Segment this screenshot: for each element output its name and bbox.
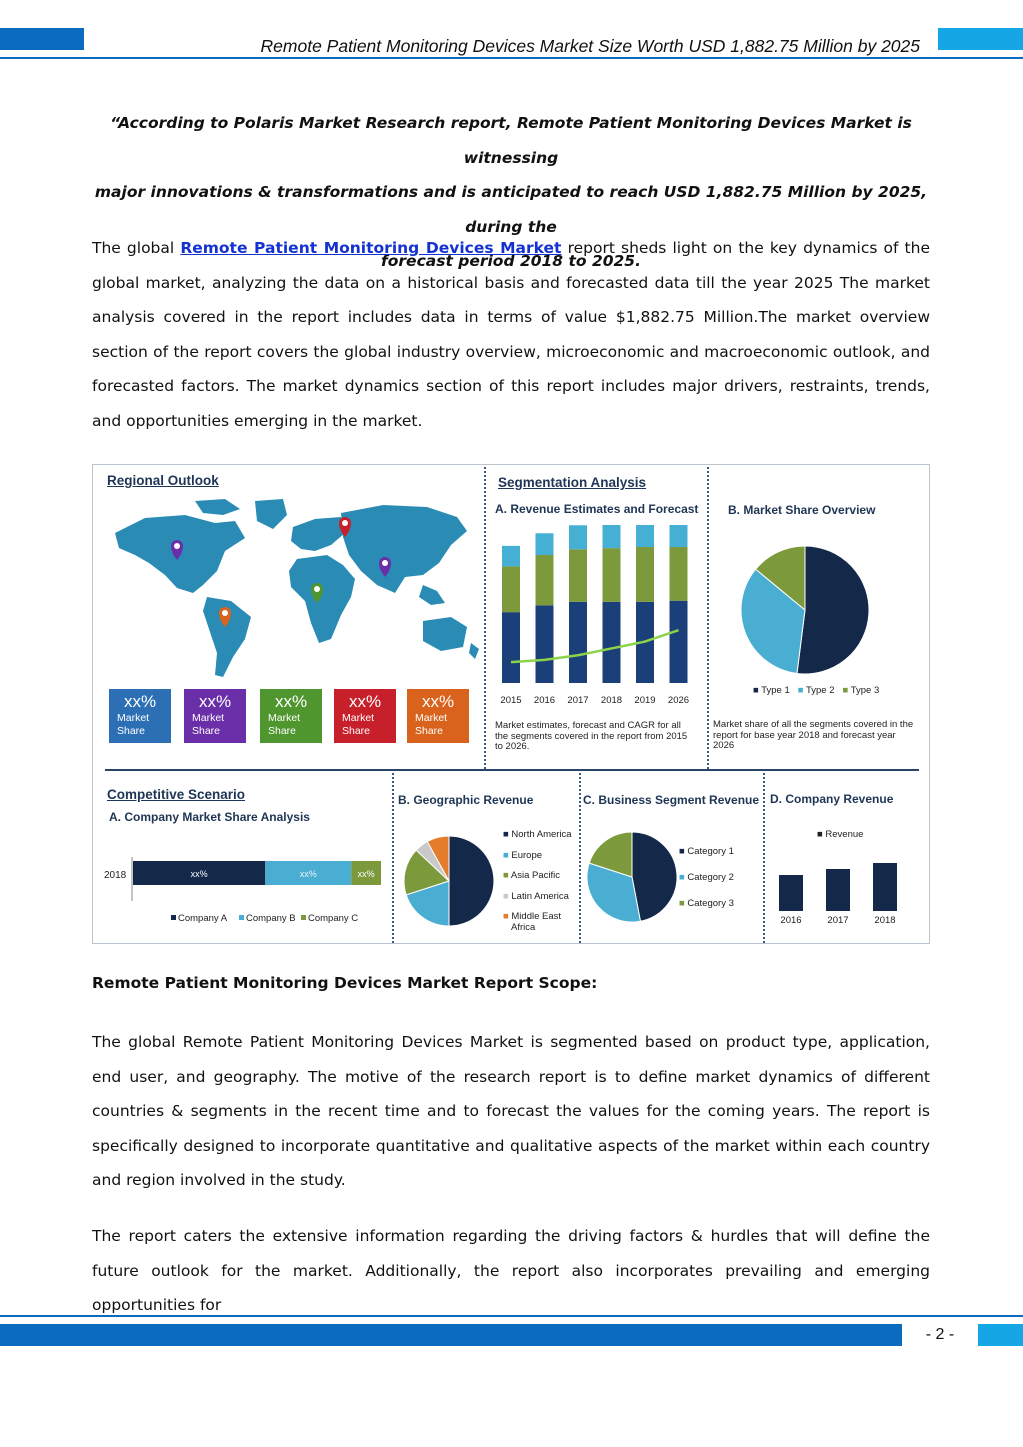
company-revenue-tick-2016: 2016 xyxy=(780,915,802,926)
geo-legend-item-3: ■ Asia Pacific xyxy=(503,870,560,881)
revenue-tick-2017: 2017 xyxy=(567,695,589,706)
revenue-bar-2026-s2 xyxy=(670,547,688,601)
geo-legend-item-6: Africa xyxy=(511,921,536,933)
revenue-forecast-chart xyxy=(499,525,699,709)
header-rule xyxy=(0,57,1023,59)
header-accent-right xyxy=(938,28,1023,50)
company-share-year: 2018 xyxy=(104,870,127,881)
company-share-label-2: xx% xyxy=(299,869,317,879)
company-revenue-bar-2016 xyxy=(779,875,803,911)
segment-legend-item-2: ■ Category 2 xyxy=(679,872,734,883)
company-revenue-chart xyxy=(773,849,913,929)
company-share-label-1: xx% xyxy=(190,869,208,879)
revenue-bar-2016-s2 xyxy=(536,555,554,605)
company-revenue-tick-2017: 2017 xyxy=(827,915,849,926)
revenue-bar-2015-s3 xyxy=(502,546,520,567)
segment-slice-1 xyxy=(632,832,677,921)
share-legend-item-1: ■ Type 1 xyxy=(753,685,790,696)
regional-outlook-title: Regional Outlook xyxy=(107,473,219,488)
divider-4 xyxy=(579,773,581,943)
revenue-bar-2018-s2 xyxy=(603,548,621,602)
geo-legend-item-4: ■ Latin America xyxy=(503,890,569,902)
page-number: - 2 - xyxy=(925,1326,955,1343)
revenue-bar-2015-s1 xyxy=(502,612,520,683)
revenue-bar-2018-s3 xyxy=(603,525,621,548)
divider-3 xyxy=(392,773,394,943)
revenue-bar-2019-s2 xyxy=(636,547,654,602)
company-legend-label-3: Company C xyxy=(308,913,359,924)
company-legend-label-2: Company B xyxy=(246,913,296,924)
market-share-title: B. Market Share Overview xyxy=(728,503,876,517)
footer-rule xyxy=(0,1315,1023,1317)
company-revenue-title: D. Company Revenue xyxy=(770,792,894,806)
revenue-bar-2018-s1 xyxy=(603,602,621,683)
business-segment-pie xyxy=(586,831,678,923)
company-share-label-3: xx% xyxy=(357,869,375,879)
world-map xyxy=(105,493,483,683)
revenue-tick-2026: 2026 xyxy=(667,695,690,706)
market-infographic xyxy=(92,464,930,944)
company-legend-swatch-2 xyxy=(239,915,244,920)
revenue-tick-2019: 2019 xyxy=(634,695,656,706)
quote-line-3: forecast period 2018 to 2025. xyxy=(381,252,641,270)
revenue-bar-2026-s1 xyxy=(670,601,688,683)
segment-legend-item-1: ■ Category 1 xyxy=(679,846,734,857)
segment-legend xyxy=(679,839,734,917)
company-revenue-bar-2017 xyxy=(826,869,850,911)
competitive-title: Competitive Scenario xyxy=(107,787,246,802)
share-box-5: xx% Market Share xyxy=(407,689,469,743)
share-box-3: xx% Market Share xyxy=(260,689,322,743)
company-revenue-legend: ■ Revenue xyxy=(817,829,864,840)
share-legend-item-3: ■ Type 3 xyxy=(842,685,880,696)
company-legend-swatch-1 xyxy=(171,915,176,920)
revenue-bar-2017-s3 xyxy=(569,525,587,549)
market-share-pie xyxy=(733,541,883,679)
section-rule xyxy=(105,769,919,771)
segmentation-title: Segmentation Analysis xyxy=(498,475,647,490)
scope-paragraph-2: The report caters the extensive information regarding the driving factors & hurdles that will define the future outlook for the market. Additionally, the report also incorporates prevailing and emerging opportunities for xyxy=(92,1227,930,1315)
geo-legend-item-2: ■ Europe xyxy=(503,849,543,861)
divider-5 xyxy=(763,773,765,943)
segment-legend-item-3: ■ Category 3 xyxy=(679,898,734,909)
company-share-chart xyxy=(101,849,389,929)
quote-line-1: “According to Polaris Market Research report, Remote Patient Monitoring Devices Market is witnessing xyxy=(110,114,912,167)
divider-2 xyxy=(707,467,709,769)
revenue-bar-2026-s3 xyxy=(670,525,688,547)
company-legend-label-1: Company A xyxy=(178,913,228,924)
market-share-legend xyxy=(753,685,887,696)
geo-slice-1 xyxy=(449,836,494,926)
revenue-forecast-note: Market estimates, forecast and CAGR for all the segments covered in the report from 2015 to 2026. xyxy=(495,720,688,752)
revenue-tick-2018: 2018 xyxy=(600,695,623,706)
revenue-bar-2016-s3 xyxy=(536,533,554,555)
geo-revenue-title: B. Geographic Revenue xyxy=(398,793,534,807)
header-accent-left xyxy=(0,28,84,50)
business-segment-title: C. Business Segment Revenue xyxy=(583,793,760,807)
revenue-bar-2015-s2 xyxy=(502,566,520,612)
share-box-1: xx% Market Share xyxy=(109,689,171,743)
geo-legend-item-1: ■ North America xyxy=(503,829,572,840)
share-slice-1 xyxy=(797,546,869,674)
share-box-2: xx% Market Share xyxy=(184,689,246,743)
revenue-tick-2016: 2016 xyxy=(533,695,556,706)
divider-1 xyxy=(484,467,486,769)
quote-line-2: major innovations & transformations and is anticipated to reach USD 1,882.75 Million by 2025, during the xyxy=(94,183,928,236)
revenue-bar-2017-s1 xyxy=(569,602,587,683)
page-header-title: Remote Patient Monitoring Devices Market Size Worth USD 1,882.75 Million by 2025 xyxy=(260,36,920,56)
intro-prefix: The global xyxy=(92,239,181,257)
footer-accent-right xyxy=(978,1324,1023,1346)
share-box-4: xx% Market Share xyxy=(334,689,396,743)
company-legend-swatch-3 xyxy=(301,915,306,920)
market-share-note: Market share of all the segments covered in the report for base year 2018 and forecast year 2026 xyxy=(713,719,914,751)
intro-body: report sheds light on the key dynamics of the global market, analyzing the data on a historical basis and forecasted data till the year 2025 The market analysis covered in the report includes data in terms of value $1,882.75 Million.The market overview section of the report covers the global industry overview, microeconomic and macroeconomic outlook, and forecasted factors. The market dynamics section of this report includes major drivers, restraints, trends, and opportunities emerging in the market. xyxy=(92,239,930,430)
intro-paragraph xyxy=(92,231,930,439)
company-revenue-bar-2018 xyxy=(873,863,897,911)
company-share-title: A. Company Market Share Analysis xyxy=(109,810,310,824)
footer-accent-bar xyxy=(0,1324,902,1346)
revenue-bar-2019-s3 xyxy=(636,525,654,547)
revenue-forecast-title: A. Revenue Estimates and Forecast xyxy=(495,502,699,516)
revenue-tick-2015: 2015 xyxy=(500,695,522,706)
scope-heading: Remote Patient Monitoring Devices Market Report Scope: xyxy=(92,974,598,992)
market-report-link[interactable]: Remote Patient Monitoring Devices Market xyxy=(180,239,562,257)
geo-revenue-pie xyxy=(403,833,499,929)
geo-legend xyxy=(503,825,572,938)
share-legend-item-2: ■ Type 2 xyxy=(797,685,835,696)
scope-paragraph-1: The global Remote Patient Monitoring Devices Market is segmented based on product type, application, end user, and geography. The motive of the research report is to define market dynamics of different countries & segments in the recent time and to forecast the values for the coming years. The report is specifically designed to incorporate quantitative and qualitative aspects of the market within each country and region involved in the study. xyxy=(92,1033,930,1190)
revenue-bar-2017-s2 xyxy=(569,549,587,602)
revenue-bar-2016-s1 xyxy=(536,605,554,683)
company-revenue-tick-2018: 2018 xyxy=(874,915,896,926)
geo-legend-item-5: ■ Middle East xyxy=(503,911,562,922)
